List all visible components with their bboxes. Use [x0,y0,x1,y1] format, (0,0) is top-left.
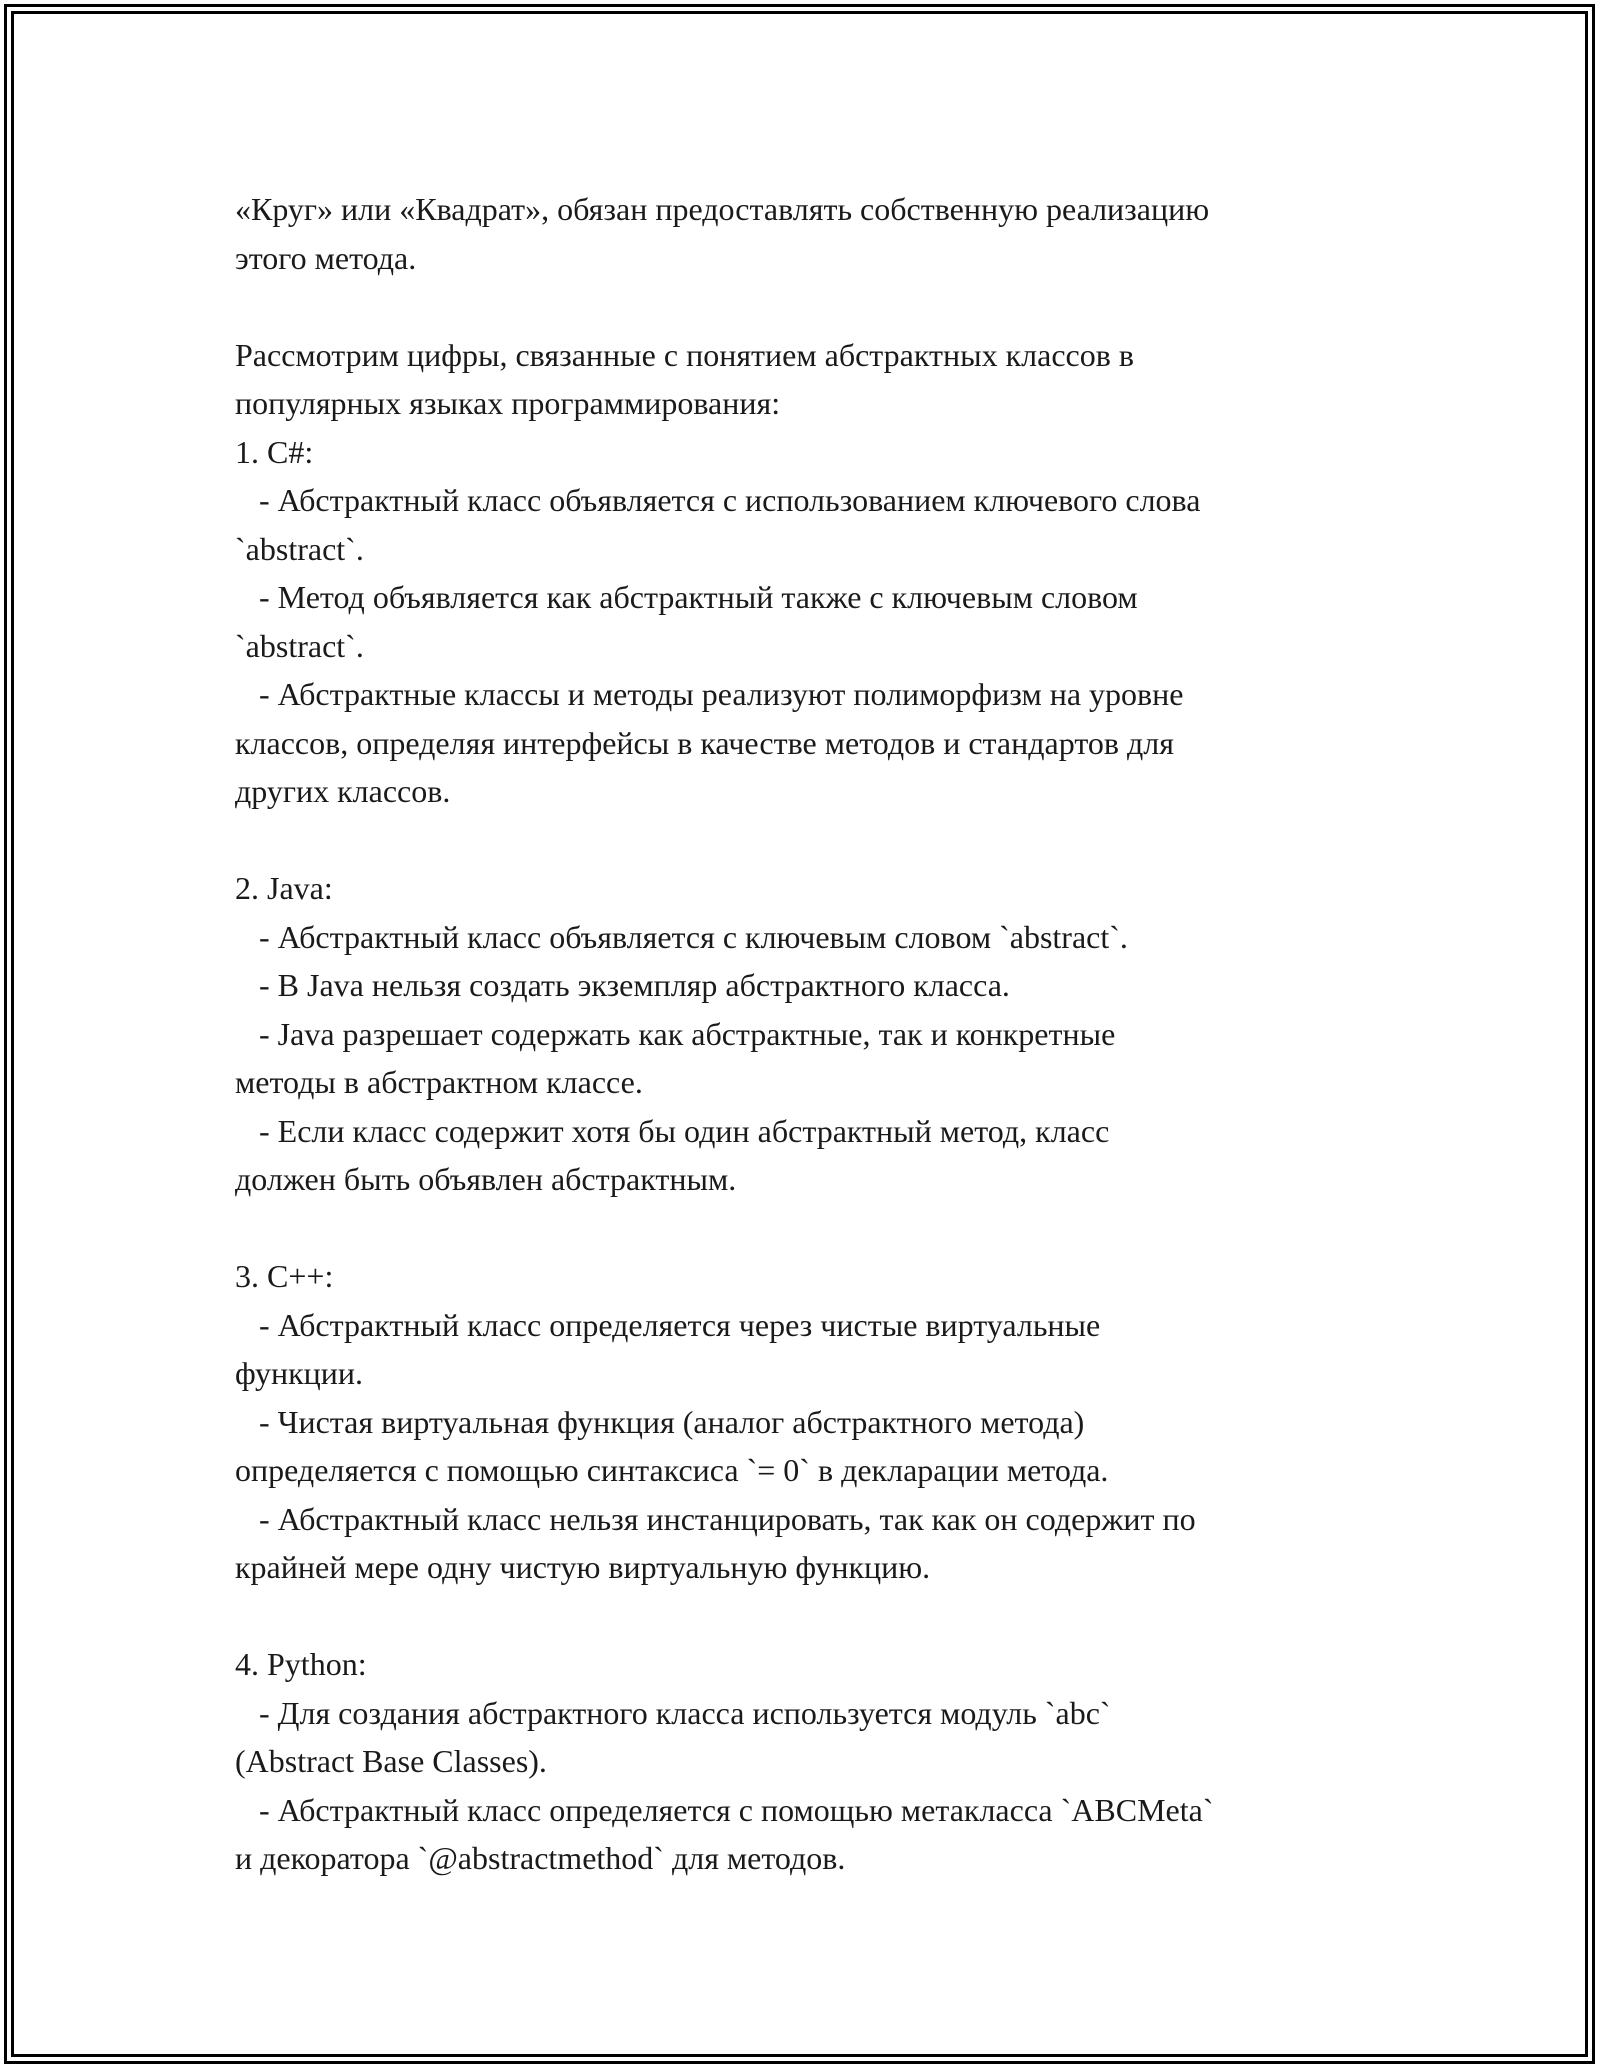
text-line: функции. [235,1355,363,1391]
paragraph-gap [235,282,1375,331]
section-python [235,1640,1375,1883]
section-java [235,864,1375,1204]
text-line: - Абстрактный класс определяется с помощью метакласса `ABCMeta` [235,1791,1214,1828]
text-line: - Java разрешает содержать как абстрактные, так и конкретные [235,1015,1116,1052]
text-line: определяется с помощью синтаксиса `= 0` в декларации метода. [235,1452,1109,1488]
section-cpp [235,1252,1375,1592]
text-line: - Абстрактный класс нельзя инстанцировать, так как он содержит по [235,1500,1196,1537]
text-line: - Абстрактный класс объявляется с ключевым словом `abstract`. [235,918,1128,955]
text-line: и декоратора `@abstractmethod` для методов. [235,1840,846,1876]
intro-paragraph [235,185,1375,282]
text-line: - Чистая виртуальная функция (аналог абстрактного метода) [235,1403,1085,1440]
text-line: «Круг» или «Квадрат», обязан предоставлять собственную реализацию [235,191,1210,227]
section-csharp [235,428,1375,816]
text-line: классов, определяя интерфейсы в качестве методов и стандартов для [235,724,1174,761]
paragraph-gap [235,1204,1375,1253]
text-line: популярных языках программирования: [235,385,781,421]
text-line: Рассмотрим цифры, связанные с понятием абстрактных классов в [235,336,1134,373]
text-line: `abstract`. [235,530,364,567]
paragraph-gap [235,816,1375,865]
text-line: - Если класс содержит хотя бы один абстрактный метод, класс [235,1112,1110,1149]
text-line: методы в абстрактном классе. [235,1064,643,1100]
text-line: должен быть объявлен абстрактным. [235,1161,737,1197]
section-heading: 1. C#: [235,433,314,470]
text-line: крайней мере одну чистую виртуальную функцию. [235,1549,931,1585]
text-line: `abstract`. [235,627,364,664]
text-line: - Метод объявляется как абстрактный также с ключевым словом [235,579,1138,615]
section-heading: 4. Python: [235,1646,367,1682]
document-body [235,185,1375,1883]
text-line: - Абстрактные классы и методы реализуют полиморфизм на уровне [235,676,1184,712]
section-heading: 2. Java: [235,870,333,906]
text-line: - Абстрактный класс объявляется с использованием ключевого слова [235,482,1201,518]
lead-paragraph [235,331,1375,428]
text-line: (Abstract Base Classes). [235,1743,547,1779]
text-line: - В Java нельзя создать экземпляр абстрактного класса. [235,967,1010,1003]
paragraph-gap [235,1592,1375,1641]
text-line: - Для создания абстрактного класса используется модуль `abc` [235,1694,1111,1731]
text-line: этого метода. [235,239,417,276]
text-line: - Абстрактный класс определяется через чистые виртуальные [235,1306,1101,1343]
text-line: других классов. [235,773,451,809]
section-heading: 3. C++: [235,1258,334,1294]
